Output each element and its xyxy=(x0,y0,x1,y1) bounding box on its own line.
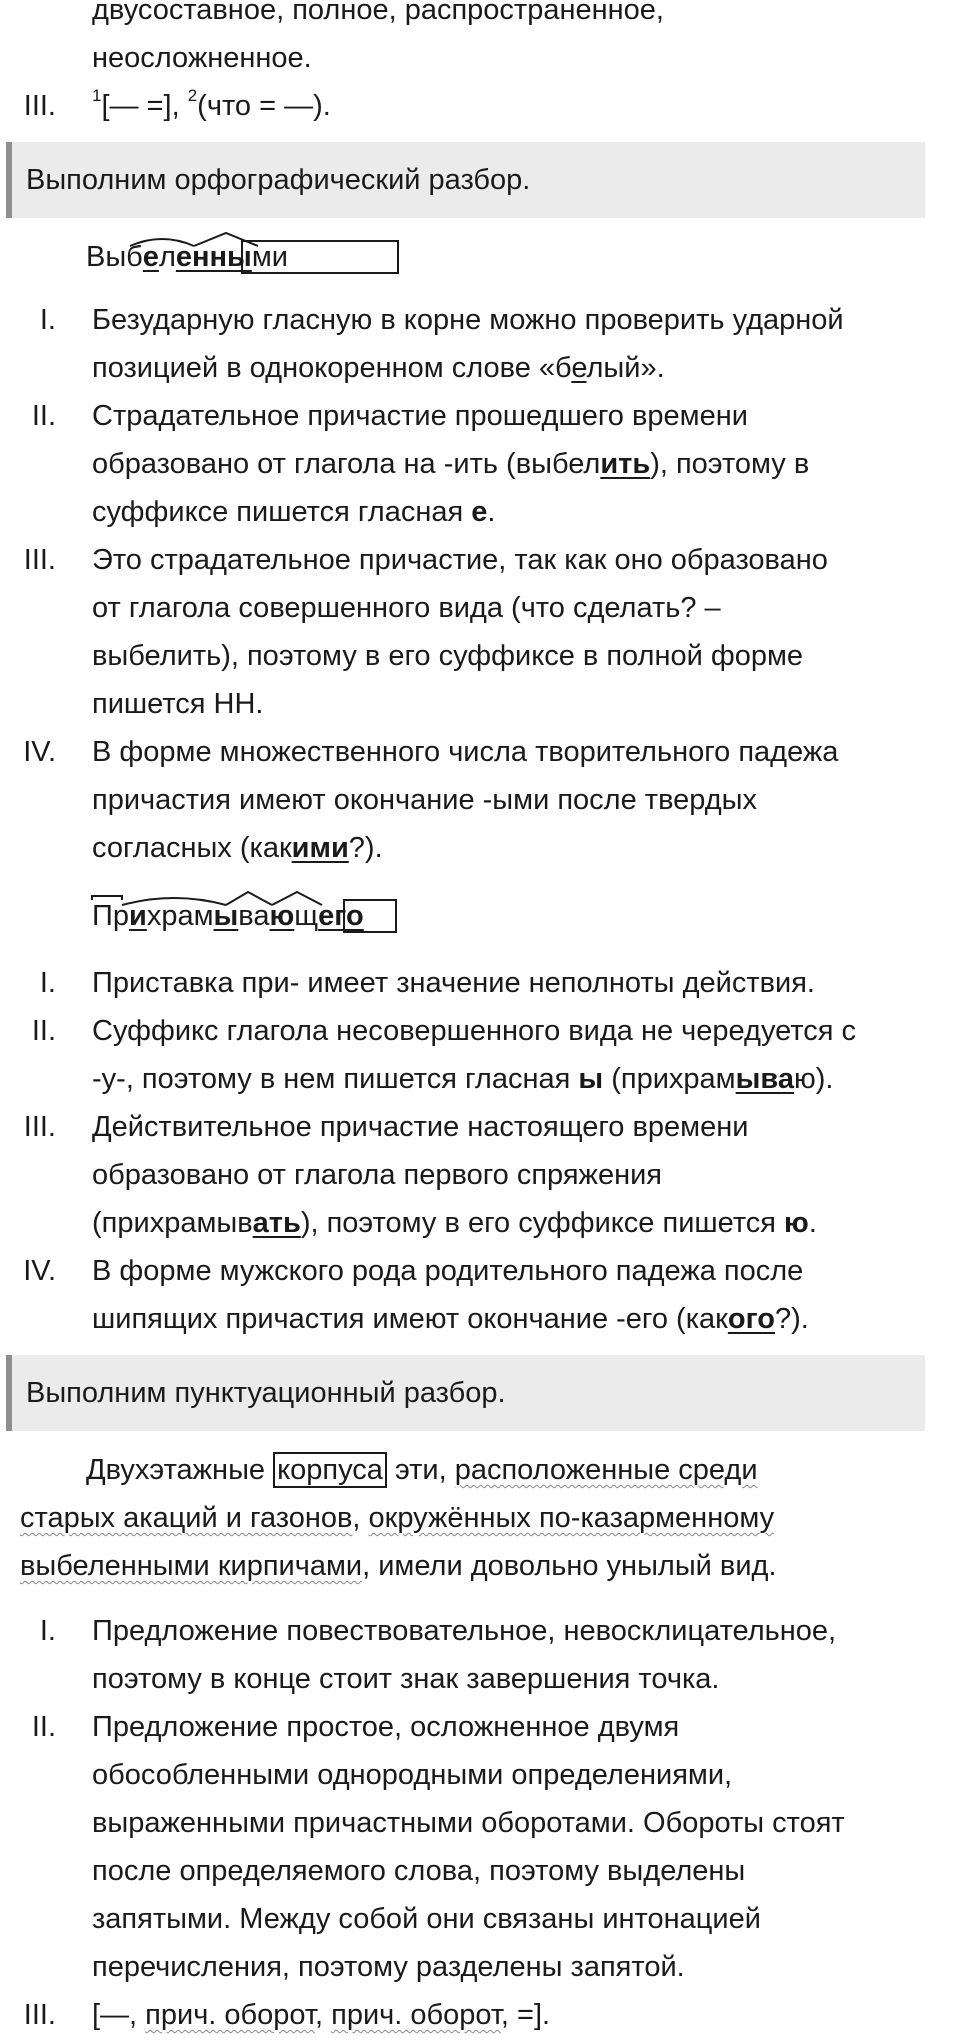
root-arc-mark xyxy=(130,239,194,246)
section-header-punctuation xyxy=(6,1355,925,1431)
text-line: пишется НН. xyxy=(92,688,264,720)
text-line: от глагола совершенного вида (что сделать? – xyxy=(92,592,721,624)
suffix-mark xyxy=(194,233,258,246)
text-line: В форме мужского рода родительного падежа после xyxy=(92,1255,804,1287)
text-line: шипящих причастия имеют окончание -его (какого?). xyxy=(92,1303,809,1335)
text-line: Страдательное причастие прошедшего времени xyxy=(92,400,748,432)
ending-box xyxy=(344,900,396,932)
section-header-orthography xyxy=(6,142,925,218)
ending-box xyxy=(242,241,398,273)
morphemic-word: Выбеленными xyxy=(86,237,288,277)
item-number: III. xyxy=(23,544,56,576)
item-number: II. xyxy=(31,1711,56,1743)
text-line: позицией в однокоренном слове «белый». xyxy=(92,352,665,384)
morpheme-marks xyxy=(86,237,326,277)
text-line: Предложение повествовательное, невосклицательное, xyxy=(92,1615,837,1647)
text-line: двусоставное, полное, распространенное, xyxy=(92,0,664,26)
item-number: III. xyxy=(23,1111,56,1143)
suffix-mark xyxy=(272,892,322,905)
text-line: Приставка при- имеет значение неполноты действия. xyxy=(92,967,815,999)
item-number: IV. xyxy=(23,736,56,768)
text-line: Предложение простое, осложненное двумя xyxy=(92,1711,680,1743)
subject-box: корпуса xyxy=(273,1452,387,1488)
text-line: суффиксе пишется гласная е. xyxy=(92,496,496,528)
sentence-scheme: [—, прич. оборот, прич. оборот, =]. xyxy=(92,1999,551,2031)
text-line: образовано от глагола на -ить (выбелить), поэтому в xyxy=(92,448,810,480)
text-line: Это страдательное причастие, так как оно образовано xyxy=(92,544,828,576)
item-number: II. xyxy=(31,1015,56,1047)
section-title: Выполним орфографический разбор. xyxy=(26,164,531,196)
section-title: Выполним пунктуационный разбор. xyxy=(26,1377,506,1409)
prefix-mark xyxy=(92,896,122,900)
text-line: после определяемого слова, поэтому выделены xyxy=(92,1855,746,1887)
text-line: поэтому в конце стоит знак завершения точка. xyxy=(92,1663,720,1695)
item-number: III. xyxy=(23,1999,56,2031)
sentence-line: Двухэтажные корпуса эти, расположенные среди xyxy=(86,1454,758,1486)
text-line: -у-, поэтому в нем пишется гласная ы (прихрамываю). xyxy=(92,1063,834,1095)
text-line: неосложненное. xyxy=(92,42,312,74)
item-number: I. xyxy=(39,967,56,999)
sentence-line: выбеленными кирпичами, имели довольно унылый вид. xyxy=(20,1550,777,1582)
text-line: согласных (какими?). xyxy=(92,832,383,864)
item-number: IV. xyxy=(23,1255,56,1287)
text-line: (прихрамывать), поэтому в его суффиксе пишется ю. xyxy=(92,1207,817,1239)
text-line: Суффикс глагола несовершенного вида не чередуется с xyxy=(92,1015,856,1047)
item-number: I. xyxy=(39,1615,56,1647)
text-line: выраженными причастными оборотами. Обороты стоят xyxy=(92,1807,845,1839)
text-line: перечисления, поэтому разделены запятой. xyxy=(92,1951,685,1983)
item-number: II. xyxy=(31,400,56,432)
item-number: I. xyxy=(39,304,56,336)
item-number: III. xyxy=(23,90,56,122)
sentence-scheme: $^1$[— =], $^2$(что = —). xyxy=(92,86,331,122)
text-line: причастия имеют окончание -ыми после твердых xyxy=(92,784,758,816)
morpheme-marks xyxy=(92,896,412,936)
sentence-line: старых акаций и газонов, окружённых по-казарменному xyxy=(20,1502,775,1534)
text-line: обособленными однородными определениями, xyxy=(92,1759,733,1791)
root-arc-mark xyxy=(122,898,226,905)
suffix-mark xyxy=(226,892,272,905)
text-line: выбелить), поэтому в его суффиксе в полной форме xyxy=(92,640,804,672)
text-line: образовано от глагола первого спряжения xyxy=(92,1159,662,1191)
morphemic-word: Прихрамывающего xyxy=(92,896,364,936)
text-line: В форме множественного числа творительного падежа xyxy=(92,736,839,768)
text-line: Действительное причастие настоящего времени xyxy=(92,1111,749,1143)
text-line: Безударную гласную в корне можно проверить ударной xyxy=(92,304,844,336)
text-line: запятыми. Между собой они связаны интонацией xyxy=(92,1903,761,1935)
